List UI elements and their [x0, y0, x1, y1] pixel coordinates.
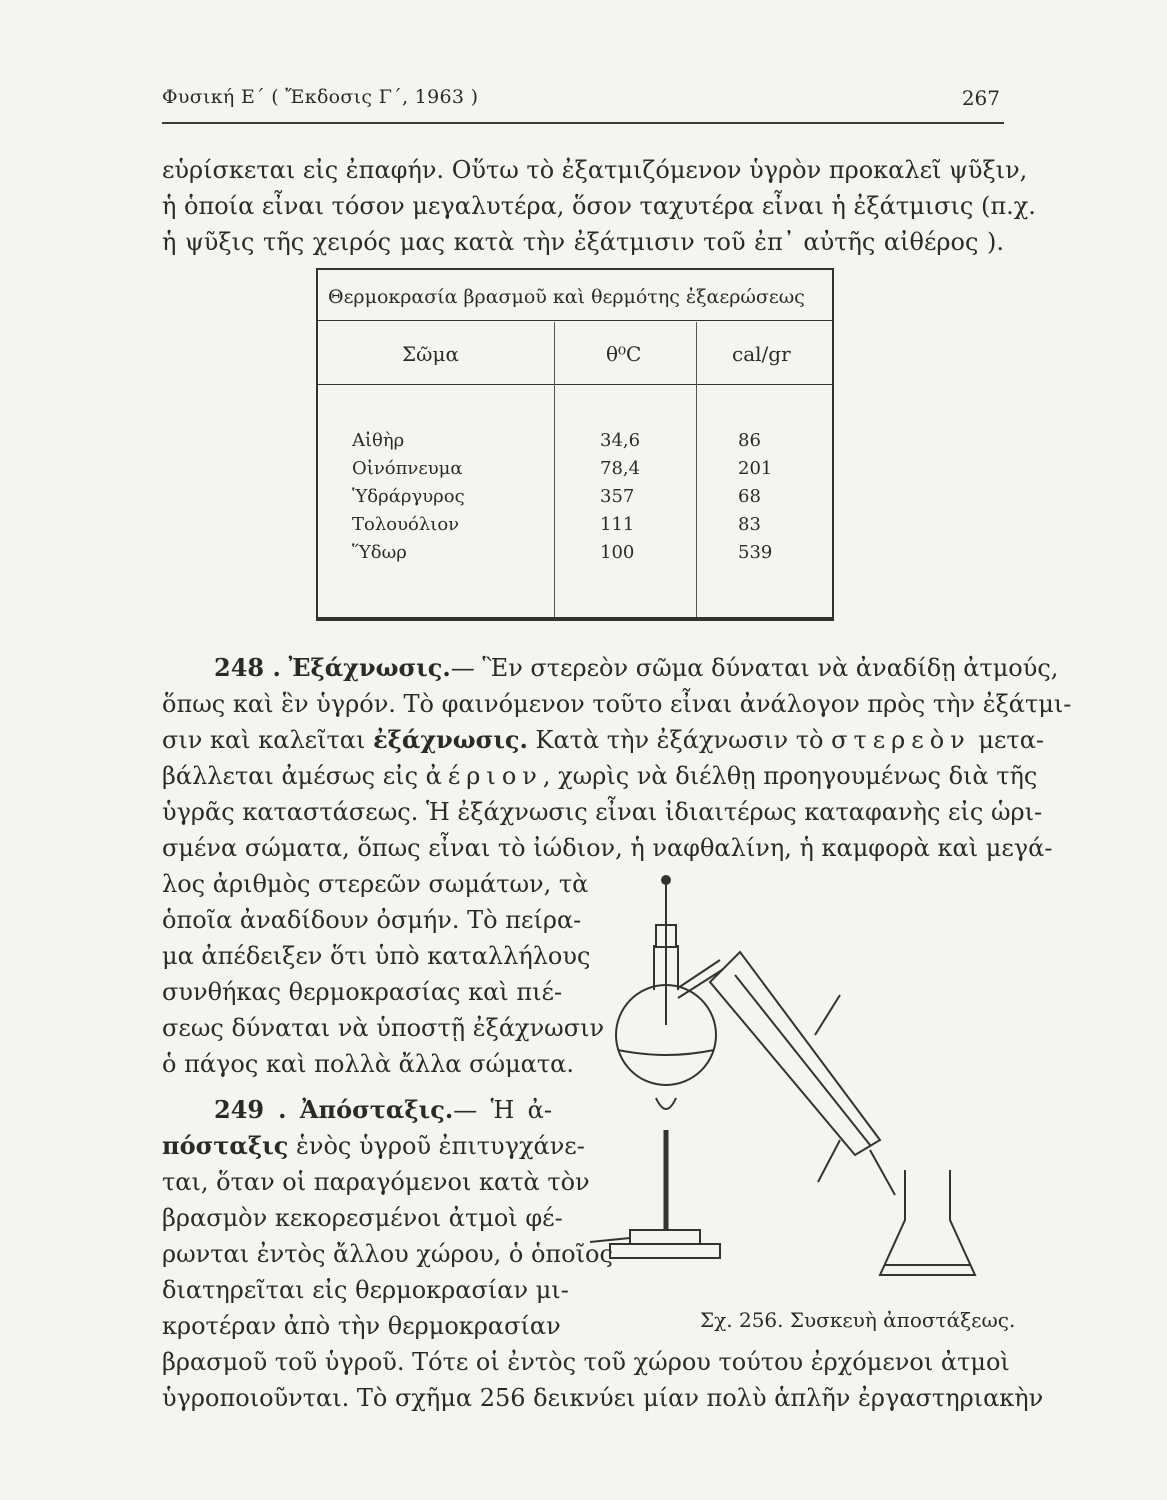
text-line [162, 1092, 552, 1128]
text-line [162, 1128, 585, 1164]
text-line: σεως δύναται νὰ ὑποστῇ ἐξάχνωσιν [162, 1014, 605, 1042]
water-outlet [815, 995, 840, 1035]
burner-flame [656, 1098, 676, 1109]
table-title: Θερμοκρασία βρασμοῦ καὶ θερμότης ἐξαερώσεως [328, 286, 805, 308]
table-column-divider [554, 322, 555, 617]
section-248 [162, 650, 1072, 866]
table-cell: 86 [738, 430, 761, 451]
bold-term: ἐξάχνωσις. [373, 725, 528, 754]
table-cell: 100 [600, 542, 635, 563]
boiling-point-table [316, 268, 834, 621]
spaced-term: ἀέριον [425, 762, 543, 790]
text-fragment: ἑνὸς ὑγροῦ ἐπιτυγχάνε- [295, 1132, 585, 1160]
text-line: διατηρεῖται εἰς θερμοκρασίαν μι- [162, 1276, 569, 1304]
intro-paragraph [162, 152, 1036, 260]
section-title: Ἐξάχνωσις. [288, 653, 451, 682]
water-inlet [818, 1140, 840, 1182]
bold-term: πόσταξις [162, 1131, 289, 1160]
section-249-continued [162, 1344, 1044, 1416]
table-cell: 111 [600, 514, 635, 535]
text-fragment: μετα- [978, 726, 1045, 754]
stand-base [610, 1244, 720, 1258]
text-fragment: σιν καὶ καλεῖται [162, 726, 366, 754]
page-number: 267 [961, 86, 1000, 110]
section-number: 249 . [214, 1095, 287, 1124]
distillation-apparatus-figure [560, 870, 1010, 1300]
condenser-inner-tube [735, 975, 870, 1145]
text-fragment: Κατὰ τὴν ἐξάχνωσιν τὸ [535, 726, 824, 754]
text-line: σμένα σώματα, ὅπως εἶναι τὸ ἰώδιον, ἡ ναφθαλίνη, ἡ καμφορὰ καὶ μεγά- [162, 834, 1053, 862]
text-line: μα ἀπέδειξεν ὅτι ὑπὸ καταλλήλους [162, 942, 591, 970]
receiving-flask [880, 1170, 975, 1275]
burner-base [630, 1230, 700, 1244]
table-cell: 539 [738, 542, 773, 563]
table-cell: 68 [738, 486, 761, 507]
column-header: Σῶμα [402, 342, 459, 366]
page-header [162, 80, 1004, 120]
text-line [162, 758, 1038, 794]
spaced-term: στερεὸν [831, 726, 971, 754]
table-cell: 357 [600, 486, 635, 507]
text-line: κροτέραν ἀπὸ τὴν θερμοκρασίαν [162, 1312, 561, 1340]
text-line: ὁ πάγος καὶ πολλὰ ἄλλα σώματα. [162, 1050, 574, 1078]
section-number: 248 . [214, 653, 281, 682]
text-line [162, 722, 1045, 758]
text-fragment: , χωρὶς νὰ διέλθῃ προηγουμένως διὰ τῆς [542, 762, 1038, 790]
header-rule [162, 122, 1004, 124]
text-line: ἡ ὁποία εἶναι τόσον μεγαλυτέρα, ὅσον ταχυτέρα εἶναι ἡ ἐξάτμισις (π.χ. [162, 192, 1036, 220]
section-title: Ἀπόσταξις. [299, 1095, 454, 1124]
text-line: ὅπως καὶ ἓν ὑγρόν. Τὸ φαινόμενον τοῦτο εἶναι ἀνάλογον πρὸς τὴν ἐξάτμι- [162, 690, 1072, 718]
text-line [162, 650, 1059, 686]
table-rule [318, 384, 832, 385]
outlet-tube [870, 1150, 895, 1195]
table-rule [318, 320, 832, 321]
table-cell: Τολουόλιον [352, 514, 460, 535]
table-cell: 78,4 [600, 458, 641, 479]
table-cell: 83 [738, 514, 761, 535]
liquid-surface [618, 1050, 714, 1055]
text-line: βρασμὸν κεκορεσμένοι ἀτμοὶ φέ- [162, 1204, 563, 1232]
table-column-divider [696, 322, 697, 617]
section-249 [162, 1092, 613, 1344]
column-header: θ⁰C [606, 342, 642, 366]
text-fragment: — Ἡ ἀ- [453, 1096, 552, 1124]
text-line: ὁποῖα ἀναδίδουν ὀσμήν. Τὸ πείρα- [162, 906, 582, 934]
text-line: εὑρίσκεται εἰς ἐπαφήν. Οὕτω τὸ ἐξατμιζόμενον ὑγρὸν προκαλεῖ ψῦξιν, [162, 156, 1028, 184]
text-line: ρωνται ἐντὸς ἄλλου χώρου, ὁ ὁποῖος [162, 1240, 613, 1268]
gas-hose [590, 1238, 630, 1242]
text-line: ἡ ψῦξις τῆς χειρός μας κατὰ τὴν ἐξάτμισιν τοῦ ἐπ᾽ αὐτῆς αἰθέρος ). [162, 228, 1004, 256]
text-line: λος ἀριθμὸς στερεῶν σωμάτων, τὰ [162, 870, 589, 898]
table-cell: Ὕδωρ [352, 542, 407, 563]
text-fragment: — Ἓν στερεὸν σῶμα δύναται νὰ ἀναδίδῃ ἀτμούς, [450, 654, 1059, 682]
table-cell: Αἰθὴρ [352, 430, 405, 451]
text-fragment: βάλλεται ἀμέσως εἰς [162, 762, 419, 790]
table-cell: 201 [738, 458, 773, 479]
text-line: ὑγροποιοῦνται. Τὸ σχῆμα 256 δεικνύει μίαν πολὺ ἁπλῆν ἐργαστηριακὴν [162, 1384, 1044, 1412]
table-cell: Οἰνόπνευμα [352, 458, 463, 479]
table-cell: 34,6 [600, 430, 641, 451]
figure-caption: Σχ. 256. Συσκευὴ ἀποστάξεως. [700, 1308, 1016, 1332]
table-cell: Ὑδράργυρος [352, 486, 465, 507]
section-248-narrow [162, 866, 605, 1082]
text-line: ται, ὅταν οἱ παραγόμενοι κατὰ τὸν [162, 1168, 590, 1196]
thermometer-top [662, 876, 670, 884]
running-head: Φυσική Ε΄ ( Ἔκδοσις Γ΄, 1963 ) [162, 86, 479, 108]
column-header: cal/gr [732, 342, 791, 366]
text-line: βρασμοῦ τοῦ ὑγροῦ. Τότε οἱ ἐντὸς τοῦ χώρου τούτου ἐρχόμενοι ἀτμοὶ [162, 1348, 1010, 1376]
text-line: συνθήκας θερμοκρασίας καὶ πιέ- [162, 978, 563, 1006]
text-line: ὑγρᾶς καταστάσεως. Ἡ ἐξάχνωσις εἶναι ἰδιαιτέρως καταφανὴς εἰς ὡρι- [162, 798, 1043, 826]
